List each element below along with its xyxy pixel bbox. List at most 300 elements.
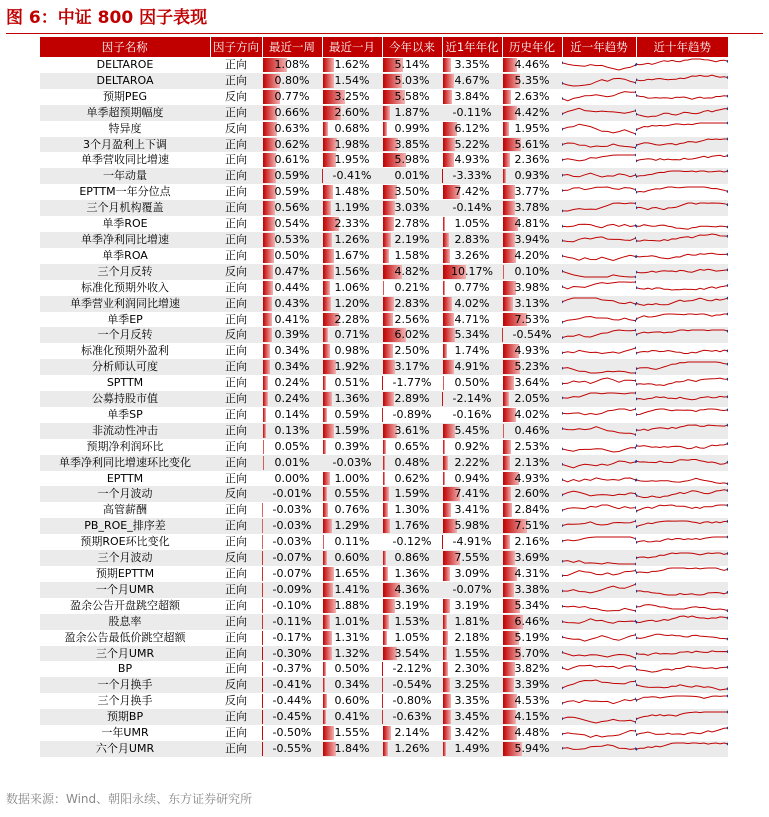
trend-10y-cell xyxy=(636,121,728,137)
value-bar xyxy=(443,281,445,295)
value-text: 5.34% xyxy=(514,598,550,612)
1y-annualized-cell xyxy=(442,439,502,455)
sparkline-marker xyxy=(562,113,563,116)
value-bar xyxy=(262,551,263,565)
trend-10y-cell xyxy=(636,630,728,646)
trend-1y-cell xyxy=(562,455,636,471)
value-bar xyxy=(323,662,326,676)
value-text: 0.76% xyxy=(334,503,370,517)
trend-1y-sparkline xyxy=(562,280,636,295)
sparkline-marker xyxy=(636,206,637,209)
1y-annualized-cell xyxy=(442,121,502,137)
sparkline-marker xyxy=(636,525,637,528)
trend-1y-cell xyxy=(562,693,636,709)
last-month-cell xyxy=(322,502,382,518)
sparkline-marker xyxy=(562,255,563,258)
last-month-cell xyxy=(322,200,382,216)
value-bar xyxy=(383,313,393,327)
sparkline-marker xyxy=(727,284,728,287)
factor-name-cell: 单季营业利润同比增速 xyxy=(40,296,210,312)
value-bar xyxy=(443,662,448,676)
value-text: 2.53% xyxy=(514,439,550,453)
hist-annualized-cell xyxy=(502,709,562,725)
value-text: 1.06% xyxy=(334,280,370,294)
factor-direction-cell: 正向 xyxy=(210,200,262,216)
trend-1y-cell xyxy=(562,518,636,534)
sparkline-path xyxy=(636,553,728,558)
value-text: 4.02% xyxy=(454,296,490,310)
sparkline-marker xyxy=(636,159,637,162)
value-bar xyxy=(323,328,328,342)
1y-annualized-cell xyxy=(442,216,502,232)
value-bar xyxy=(443,742,446,756)
sparkline-marker xyxy=(636,748,637,751)
value-text: 0.34% xyxy=(334,678,370,692)
value-text: 1.00% xyxy=(334,471,370,485)
sparkline-marker xyxy=(636,637,637,640)
trend-1y-cell xyxy=(562,502,636,518)
factor-direction-cell: 正向 xyxy=(210,741,262,757)
table-row xyxy=(40,502,728,518)
value-bar xyxy=(503,503,512,517)
value-bar xyxy=(263,297,272,311)
factor-direction-cell: 正向 xyxy=(210,296,262,312)
trend-1y-cell xyxy=(562,232,636,248)
value-text: -0.07% xyxy=(452,582,492,596)
hist-annualized-cell xyxy=(502,614,562,630)
trend-10y-sparkline xyxy=(636,551,728,566)
factor-name-cell: 预期BP xyxy=(40,709,210,725)
ytd-cell xyxy=(382,598,442,614)
hist-annualized-cell xyxy=(502,264,562,280)
trend-10y-cell xyxy=(636,693,728,709)
value-bar xyxy=(263,281,273,295)
table-row xyxy=(40,391,728,407)
hist-annualized-cell xyxy=(502,741,562,757)
trend-1y-cell xyxy=(562,391,636,407)
value-text: 0.86% xyxy=(394,551,430,565)
trend-1y-sparkline xyxy=(562,614,636,629)
trend-1y-sparkline xyxy=(562,328,636,343)
hist-annualized-cell xyxy=(502,391,562,407)
trend-10y-cell xyxy=(636,168,728,184)
last-month-cell xyxy=(322,486,382,502)
value-bar xyxy=(382,408,383,422)
header-10y-trend: 近十年趋势 xyxy=(636,37,728,57)
value-bar xyxy=(443,249,450,263)
trend-10y-sparkline xyxy=(636,455,728,470)
value-text: 2.78% xyxy=(394,217,430,231)
trend-1y-cell xyxy=(562,534,636,550)
sparkline-marker xyxy=(727,235,728,238)
last-month-cell xyxy=(322,661,382,677)
ytd-cell xyxy=(382,264,442,280)
value-text: 3.25% xyxy=(454,678,490,692)
value-bar xyxy=(383,615,389,629)
hist-annualized-cell xyxy=(502,630,562,646)
1y-annualized-cell xyxy=(442,152,502,168)
trend-10y-sparkline xyxy=(636,598,728,613)
value-bar xyxy=(443,58,451,72)
value-text: 2.22% xyxy=(454,455,490,469)
value-text: 1.88% xyxy=(334,598,370,612)
1y-annualized-cell xyxy=(442,200,502,216)
last-week-cell xyxy=(262,89,322,105)
value-bar xyxy=(323,583,333,597)
trend-1y-cell xyxy=(562,725,636,741)
value-bar xyxy=(323,726,334,740)
last-month-cell xyxy=(322,375,382,391)
value-bar xyxy=(323,297,331,311)
trend-1y-cell xyxy=(562,582,636,598)
factor-name-cell: 分析师认可度 xyxy=(40,359,210,375)
table-row xyxy=(40,646,728,662)
trend-1y-sparkline xyxy=(562,535,636,550)
sparkline-marker xyxy=(636,113,637,116)
factor-direction-cell: 反向 xyxy=(210,264,262,280)
value-bar xyxy=(323,233,332,247)
sparkline-marker xyxy=(562,174,563,177)
value-text: -0.07% xyxy=(272,567,312,580)
value-text: 0.43% xyxy=(274,296,310,310)
sparkline-marker xyxy=(562,559,563,562)
factor-performance-table xyxy=(40,37,728,757)
trend-1y-cell xyxy=(562,423,636,439)
value-text: 4.02% xyxy=(514,407,550,421)
value-text: 1.08% xyxy=(274,58,310,71)
value-text: 2.14% xyxy=(394,726,430,740)
ytd-cell xyxy=(382,677,442,693)
trend-10y-cell xyxy=(636,216,728,232)
sparkline-path xyxy=(636,666,728,672)
sparkline-path xyxy=(636,712,728,719)
value-text: 1.49% xyxy=(454,741,490,755)
factor-name-cell: DELTAROE xyxy=(96,58,154,71)
sparkline-path xyxy=(636,234,728,241)
ytd-cell xyxy=(382,121,442,137)
value-text: 0.48% xyxy=(394,455,430,469)
value-text: 4.81% xyxy=(514,217,550,231)
value-text: -0.12% xyxy=(392,535,432,549)
trend-10y-cell xyxy=(636,343,728,359)
sparkline-marker xyxy=(727,743,728,746)
sparkline-marker xyxy=(727,154,728,157)
sparkline-marker xyxy=(636,621,637,624)
trend-10y-cell xyxy=(636,375,728,391)
trend-1y-cell xyxy=(562,57,636,73)
hist-annualized-cell xyxy=(502,518,562,534)
hist-annualized-cell xyxy=(502,312,562,328)
sparkline-marker xyxy=(727,297,728,300)
value-text: 7.41% xyxy=(454,487,490,501)
trend-10y-cell xyxy=(636,661,728,677)
trend-10y-cell xyxy=(636,89,728,105)
sparkline-marker xyxy=(636,590,637,593)
value-bar xyxy=(503,678,514,692)
table-row xyxy=(40,264,728,280)
value-bar xyxy=(443,694,451,708)
sparkline-marker xyxy=(727,190,728,193)
sparkline-marker xyxy=(727,138,728,141)
1y-annualized-cell xyxy=(442,566,502,582)
value-text: 3.35% xyxy=(454,694,490,708)
value-text: 2.18% xyxy=(454,630,490,644)
hist-annualized-cell xyxy=(502,407,562,423)
value-text: 3.45% xyxy=(454,710,490,724)
value-text: 1.29% xyxy=(334,519,370,533)
value-text: 1.36% xyxy=(334,392,370,406)
table-row xyxy=(40,216,728,232)
factor-name-cell: 三个月UMR xyxy=(40,646,210,662)
1y-annualized-cell xyxy=(442,486,502,502)
sparkline-marker xyxy=(636,541,637,544)
sparkline-marker xyxy=(727,726,728,729)
last-month-cell xyxy=(322,232,382,248)
value-text: 1.74% xyxy=(454,344,490,358)
1y-annualized-cell xyxy=(442,375,502,391)
value-bar xyxy=(503,424,504,438)
sparkline-path xyxy=(636,696,728,700)
value-text: 1.95% xyxy=(334,153,370,167)
value-text: 1.67% xyxy=(334,248,370,262)
trend-10y-sparkline xyxy=(636,57,728,72)
value-bar xyxy=(443,217,445,231)
value-bar xyxy=(383,456,385,470)
value-bar xyxy=(263,201,275,215)
trend-10y-sparkline xyxy=(636,487,728,502)
trend-10y-sparkline xyxy=(636,89,728,104)
ytd-cell xyxy=(382,168,442,184)
trend-1y-sparkline xyxy=(562,57,636,72)
value-bar xyxy=(323,647,332,661)
value-bar xyxy=(383,742,388,756)
trend-1y-sparkline xyxy=(562,630,636,645)
trend-1y-cell xyxy=(562,646,636,662)
value-text: 4.91% xyxy=(454,360,490,374)
table-row xyxy=(40,200,728,216)
1y-annualized-cell xyxy=(442,89,502,105)
value-bar xyxy=(383,440,386,454)
trend-10y-sparkline xyxy=(636,741,728,756)
ytd-cell xyxy=(382,661,442,677)
value-text: 3.78% xyxy=(514,201,550,215)
sparkline-marker xyxy=(562,605,563,608)
factor-direction-cell: 正向 xyxy=(225,535,247,549)
sparkline-path xyxy=(636,314,728,319)
sparkline-path xyxy=(636,568,728,573)
value-text: 0.44% xyxy=(274,280,310,294)
sparkline-path xyxy=(636,444,728,449)
trend-1y-sparkline xyxy=(562,455,636,470)
trend-1y-cell xyxy=(562,375,636,391)
sparkline-marker xyxy=(727,424,728,427)
last-month-cell xyxy=(322,248,382,264)
value-bar xyxy=(503,487,511,501)
1y-annualized-cell xyxy=(442,455,502,471)
value-text: 0.39% xyxy=(334,439,370,453)
value-bar xyxy=(442,169,443,183)
value-bar xyxy=(263,233,275,247)
value-bar xyxy=(262,631,263,645)
trend-1y-sparkline xyxy=(562,551,636,566)
trend-10y-cell xyxy=(636,232,728,248)
sparkline-marker xyxy=(727,482,728,485)
value-text: -0.54% xyxy=(512,328,552,342)
value-bar xyxy=(323,424,334,438)
1y-annualized-cell xyxy=(442,534,502,550)
value-text: -0.45% xyxy=(272,710,312,724)
value-text: 1.58% xyxy=(394,248,430,262)
1y-annualized-cell xyxy=(442,184,502,200)
last-week-cell xyxy=(262,264,322,280)
value-text: 1.41% xyxy=(334,582,370,596)
value-text: 0.21% xyxy=(394,280,430,294)
value-bar xyxy=(323,487,327,501)
factor-name-cell: 特异度 xyxy=(108,121,142,135)
value-bar xyxy=(263,313,272,327)
sparkline-marker xyxy=(562,189,563,192)
value-text: 0.50% xyxy=(274,248,310,262)
sparkline-path xyxy=(636,490,728,498)
value-text: 0.01% xyxy=(394,169,430,183)
trend-10y-sparkline xyxy=(636,153,728,168)
value-text: 0.93% xyxy=(514,169,550,183)
trend-1y-cell xyxy=(562,677,636,693)
sparkline-marker xyxy=(636,175,637,178)
last-month-cell xyxy=(322,566,382,582)
last-week-cell xyxy=(262,168,322,184)
last-week-cell xyxy=(262,280,322,296)
value-bar xyxy=(382,694,383,708)
sparkline-path xyxy=(562,143,636,148)
value-bar xyxy=(443,344,447,358)
1y-annualized-cell xyxy=(442,391,502,407)
sparkline-marker xyxy=(562,397,563,400)
trend-1y-cell xyxy=(562,200,636,216)
factor-direction-cell: 正向 xyxy=(225,407,247,421)
value-text: 0.65% xyxy=(394,439,430,453)
value-bar xyxy=(443,678,450,692)
value-text: 0.24% xyxy=(274,392,310,406)
ytd-cell xyxy=(382,73,442,89)
table-row xyxy=(40,661,728,677)
value-text: 0.13% xyxy=(274,423,310,437)
sparkline-marker xyxy=(562,539,563,542)
value-text: 2.84% xyxy=(514,503,550,517)
1y-annualized-cell xyxy=(442,327,502,343)
last-month-cell xyxy=(322,280,382,296)
trend-1y-sparkline xyxy=(562,391,636,406)
sparkline-marker xyxy=(636,286,637,289)
value-bar xyxy=(443,631,448,645)
value-text: 5.94% xyxy=(514,741,550,755)
value-bar xyxy=(323,551,327,565)
trend-1y-cell xyxy=(562,152,636,168)
sparkline-marker xyxy=(727,617,728,620)
sparkline-path xyxy=(562,606,636,611)
table-row xyxy=(40,725,728,741)
sparkline-path xyxy=(636,187,728,192)
trend-10y-cell xyxy=(636,598,728,614)
ytd-cell xyxy=(382,741,442,757)
sparkline-marker xyxy=(727,409,728,412)
figure-title: 图 6：中证 800 因子表现 xyxy=(6,8,208,28)
1y-annualized-cell xyxy=(442,57,502,73)
value-text: -0.63% xyxy=(392,710,432,724)
factor-direction-cell: 反向 xyxy=(210,550,262,566)
sparkline-marker xyxy=(636,94,637,97)
hist-annualized-cell xyxy=(502,486,562,502)
factor-direction-cell: 正向 xyxy=(210,614,262,630)
factor-direction-cell: 正向 xyxy=(210,105,262,121)
value-bar xyxy=(383,519,390,533)
value-text: 1.92% xyxy=(334,360,370,374)
value-bar xyxy=(263,360,270,374)
trend-10y-cell xyxy=(636,550,728,566)
trend-1y-cell xyxy=(562,661,636,677)
value-bar xyxy=(323,392,332,406)
sparkline-path xyxy=(562,237,636,242)
sparkline-path xyxy=(636,651,728,656)
value-text: -4.91% xyxy=(452,535,492,549)
sparkline-marker xyxy=(562,62,563,65)
factor-name-cell: 3个月盈利上下调 xyxy=(40,137,210,153)
trend-1y-cell xyxy=(562,105,636,121)
trend-10y-cell xyxy=(636,471,728,487)
sparkline-marker xyxy=(727,313,728,316)
factor-direction-cell: 反向 xyxy=(210,486,262,502)
factor-name-cell: 单季EP xyxy=(107,312,143,326)
ytd-cell xyxy=(382,137,442,153)
trend-10y-sparkline xyxy=(636,169,728,184)
value-text: 1.87% xyxy=(394,105,430,119)
sparkline-marker xyxy=(562,575,563,578)
sparkline-path xyxy=(562,173,636,177)
header-1y-annualized: 近1年年化 xyxy=(442,37,502,57)
trend-1y-sparkline xyxy=(562,217,636,232)
value-text: 1.48% xyxy=(334,185,370,199)
1y-annualized-cell xyxy=(442,741,502,757)
value-text: 0.53% xyxy=(274,232,310,246)
trend-1y-sparkline xyxy=(562,726,636,741)
factor-direction-cell: 反向 xyxy=(225,89,247,103)
hist-annualized-cell xyxy=(502,375,562,391)
value-text: 0.77% xyxy=(454,280,490,294)
sparkline-marker xyxy=(562,509,563,512)
factor-name-cell: 单季营收同比增速 xyxy=(81,153,169,167)
last-week-cell xyxy=(262,73,322,89)
value-bar xyxy=(383,567,388,581)
value-bar xyxy=(383,392,394,406)
last-week-cell xyxy=(262,57,322,73)
value-text: 3.13% xyxy=(514,296,550,310)
sparkline-path xyxy=(636,425,728,431)
factor-direction-cell: 正向 xyxy=(210,455,262,471)
trend-1y-cell xyxy=(562,73,636,89)
trend-10y-cell xyxy=(636,439,728,455)
value-text: 0.41% xyxy=(274,312,310,326)
trend-1y-sparkline xyxy=(562,582,636,597)
factor-name-cell: 六个月UMR xyxy=(40,741,210,757)
factor-direction-cell: 正向 xyxy=(225,439,247,453)
factor-direction-cell: 正向 xyxy=(225,344,247,358)
factor-name-cell: 预期EPTTM xyxy=(95,567,155,580)
last-week-cell xyxy=(262,232,322,248)
value-text: 0.94% xyxy=(454,471,490,485)
sparkline-marker xyxy=(727,610,728,613)
factor-name-cell: DELTAROA xyxy=(40,73,210,89)
value-bar xyxy=(262,647,263,661)
